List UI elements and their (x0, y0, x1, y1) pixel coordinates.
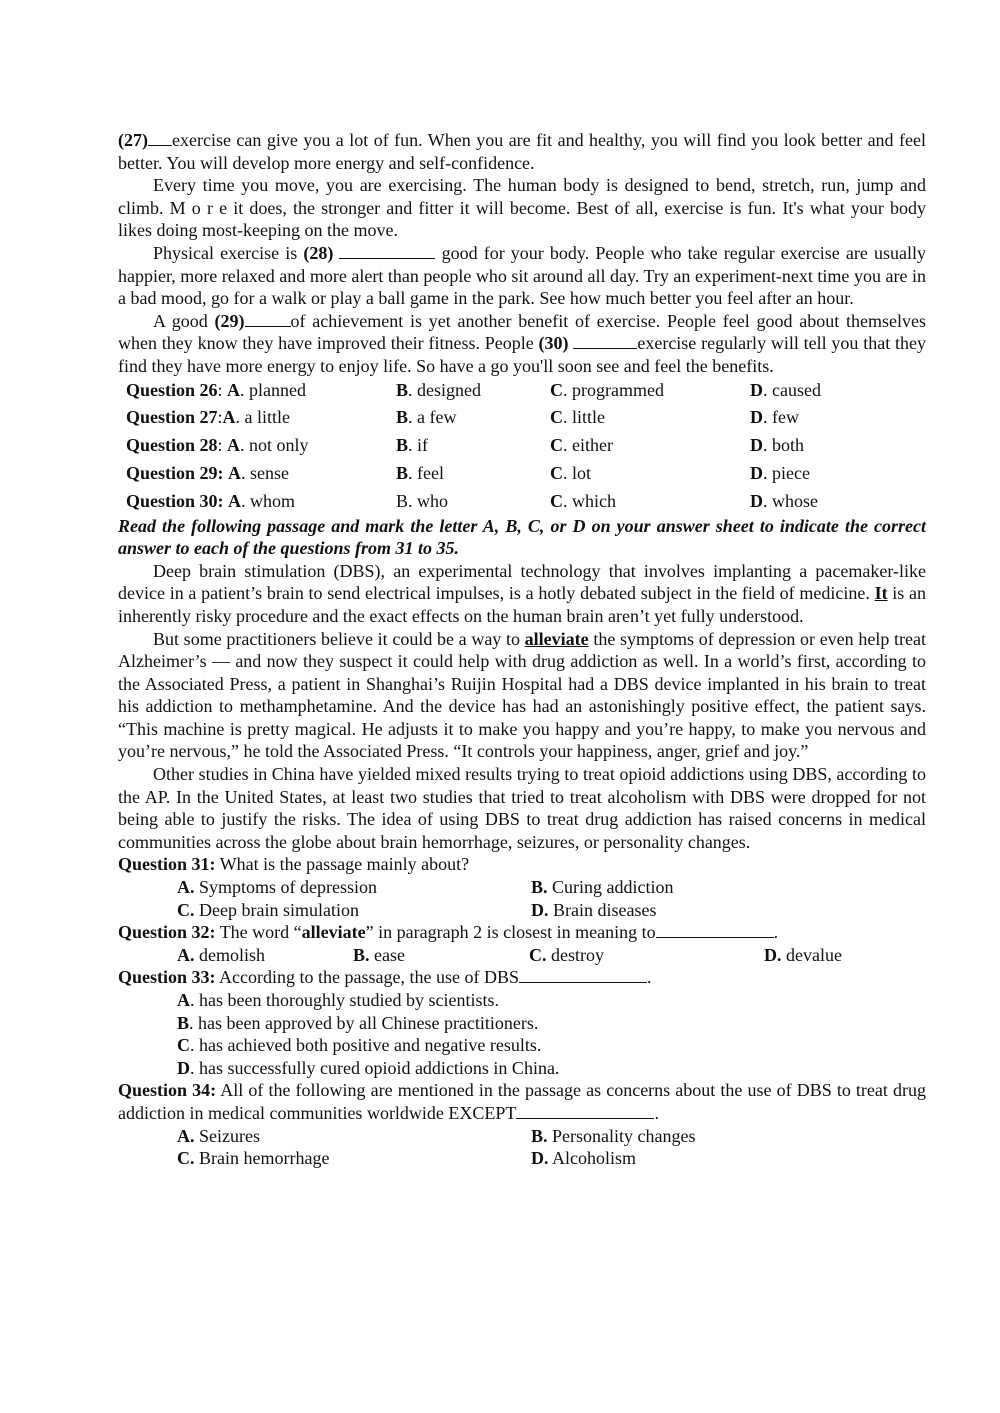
option-c[interactable]: C. has achieved both positive and negative results. (177, 1035, 542, 1056)
option-a[interactable]: A. Symptoms of depression (177, 877, 377, 898)
option-d[interactable]: D. whose (750, 490, 818, 511)
option-a[interactable]: Question 29: A. sense (126, 462, 290, 483)
passage-paragraph-2: But some practitioners believe it could be a way to alleviate the symptoms of depression or even help treat Alzheimer’s — and now they suspect it could help with drug addiction as well. In a world’s first, according to the Associated Press, a patient in Shanghai’s Ruijin Hospital had a DBS device implanted in his brain to treat his addiction to methamphetamine. And the device has had an astonishingly positive effect, the patient says. “This machine is pretty magical. He adjusts it to make you happy and you’re happy, to make you nervous and you’re nervous,” he told the Associated Press. “It controls your happiness, anger, grief and joy.” (118, 628, 926, 762)
question-31-options (118, 876, 926, 921)
option-c[interactable]: C. Brain hemorrhage (177, 1148, 330, 1169)
referent-it: It (874, 583, 888, 604)
option-d[interactable]: D. devalue (764, 944, 842, 965)
blank-number-29: (29) (214, 310, 245, 331)
option-d[interactable]: D. caused (750, 379, 821, 400)
answer-blank-34[interactable] (516, 1102, 654, 1119)
question-32-options (118, 944, 926, 967)
blank-number-27: (27) (118, 130, 148, 150)
reading-instruction: Read the following passage and mark the letter A, B, C, or D on your answer sheet to indicate the correct answer to each of the questions from 31 to 35. (118, 515, 926, 559)
cloze-paragraph-2: Every time you move, you are exercising. The human body is designed to bend, stretch, run, jump and climb. M o r e it does, the stronger and fitter it will become. Best of all, exercise is fun. It's what your body likes doing most-keeping on the move. (118, 175, 926, 241)
option-a[interactable]: Question 26: A. planned (126, 379, 307, 400)
question-33: Question 33: According to the passage, the use of DBS . (118, 967, 652, 988)
passage-paragraph-3: Other studies in China have yielded mixed results trying to treat opioid addictions using DBS, according to the AP. In the United States, at least two studies that tried to treat alcoholism with DBS were dropped for not being able to justify the risks. The idea of using DBS to treat drug addiction has raised concerns in medical communities across the globe about brain hemorrhage, seizures, or personality changes. (118, 764, 926, 852)
blank-number-28: (28) (303, 242, 334, 263)
option-d[interactable]: D. Brain diseases (531, 899, 657, 920)
option-d[interactable]: D. Alcoholism (531, 1148, 637, 1169)
option-c[interactable]: C. lot (550, 462, 592, 483)
option-c[interactable]: C. Deep brain simulation (177, 899, 359, 920)
option-c[interactable]: C. which (550, 490, 616, 511)
option-c[interactable]: C. destroy (529, 944, 604, 965)
option-a[interactable]: A. has been thoroughly studied by scientists. (177, 990, 499, 1010)
option-b[interactable]: B. has been approved by all Chinese practitioners. (177, 1012, 539, 1033)
cloze-text: exercise regularly will tell you that they find they have more energy to enjoy life. So have a go you'll soon see and feel the benefits. (118, 333, 927, 376)
highlighted-word: alleviate (524, 628, 589, 649)
cloze-paragraph-4 (118, 310, 926, 378)
passage-paragraph-1: Deep brain stimulation (DBS), an experimental technology that involves implanting a pacemaker-like device in a patient’s brain to send electrical impulses, is a hotly debated subject in the field of medicine. It is an inherently risky procedure and the exact effects on the human brain aren’t yet fully understood. (118, 560, 927, 626)
option-c[interactable]: C. little (550, 406, 605, 427)
option-b[interactable]: B. Curing addiction (531, 877, 674, 898)
option-b[interactable]: B. who (396, 490, 449, 511)
option-d[interactable]: D. both (750, 434, 805, 455)
option-a[interactable]: Question 30: A. whom (126, 490, 296, 511)
cloze-paragraph-3 (118, 242, 926, 310)
cloze-text: of achievement is yet another benefit of exercise. People feel good about themselves when they know they have improved their fitness. People (118, 310, 926, 354)
option-a[interactable]: Question 27:A. a little (126, 406, 291, 427)
option-d[interactable]: D. piece (750, 462, 810, 483)
answer-blank-28[interactable] (339, 242, 435, 259)
option-d[interactable]: D. has successfully cured opioid addictions in China. (177, 1057, 560, 1078)
option-b[interactable]: B. a few (396, 406, 457, 427)
question-34-options (118, 1125, 926, 1170)
cloze-text: A good (153, 310, 215, 331)
option-b[interactable]: B. feel (396, 462, 444, 483)
cloze-options-table (118, 378, 926, 515)
cloze-text: exercise can give you a lot of fun. When you are fit and healthy, you will find you look better and feel better. You will develop more energy and self-confidence. (118, 130, 926, 173)
answer-blank-32[interactable] (656, 921, 774, 938)
option-a[interactable]: A. Seizures (177, 1125, 260, 1146)
answer-blank-33[interactable] (519, 966, 647, 983)
question-31: Question 31: What is the passage mainly about? (118, 854, 470, 875)
answer-blank-30[interactable] (573, 332, 637, 349)
option-d[interactable]: D. few (750, 406, 799, 427)
option-b[interactable]: B. Personality changes (531, 1125, 696, 1146)
option-b[interactable]: B. if (396, 434, 429, 455)
blank-number-30: (30) (538, 333, 569, 354)
option-a[interactable]: Question 28: A. not only (126, 434, 309, 455)
option-c[interactable]: C. programmed (550, 379, 664, 400)
question-32: Question 32: The word “alleviate” in paragraph 2 is closest in meaning to . (118, 922, 779, 943)
option-b[interactable]: B. ease (353, 944, 405, 965)
option-b[interactable]: B. designed (396, 379, 481, 400)
option-a[interactable]: A. demolish (177, 944, 265, 965)
answer-blank-29[interactable] (245, 310, 291, 327)
question-34: Question 34: All of the following are mentioned in the passage as concerns about the use of DBS to treat drug addiction in medical communities worldwide EXCEPT . (118, 1080, 926, 1123)
worksheet (118, 129, 926, 1170)
option-c[interactable]: C. either (550, 434, 613, 455)
cloze-paragraph-1 (118, 129, 926, 174)
answer-blank-27[interactable] (148, 129, 172, 146)
cloze-text: good for your body. People who take regular exercise are usually happier, more relaxed and more alert than people who sit around all day. Try an experiment-next time you are in a bad mood, go for a walk or play a ball game in the park. See how much better you feel after an hour. (118, 242, 926, 309)
cloze-text: Physical exercise is (153, 242, 304, 263)
